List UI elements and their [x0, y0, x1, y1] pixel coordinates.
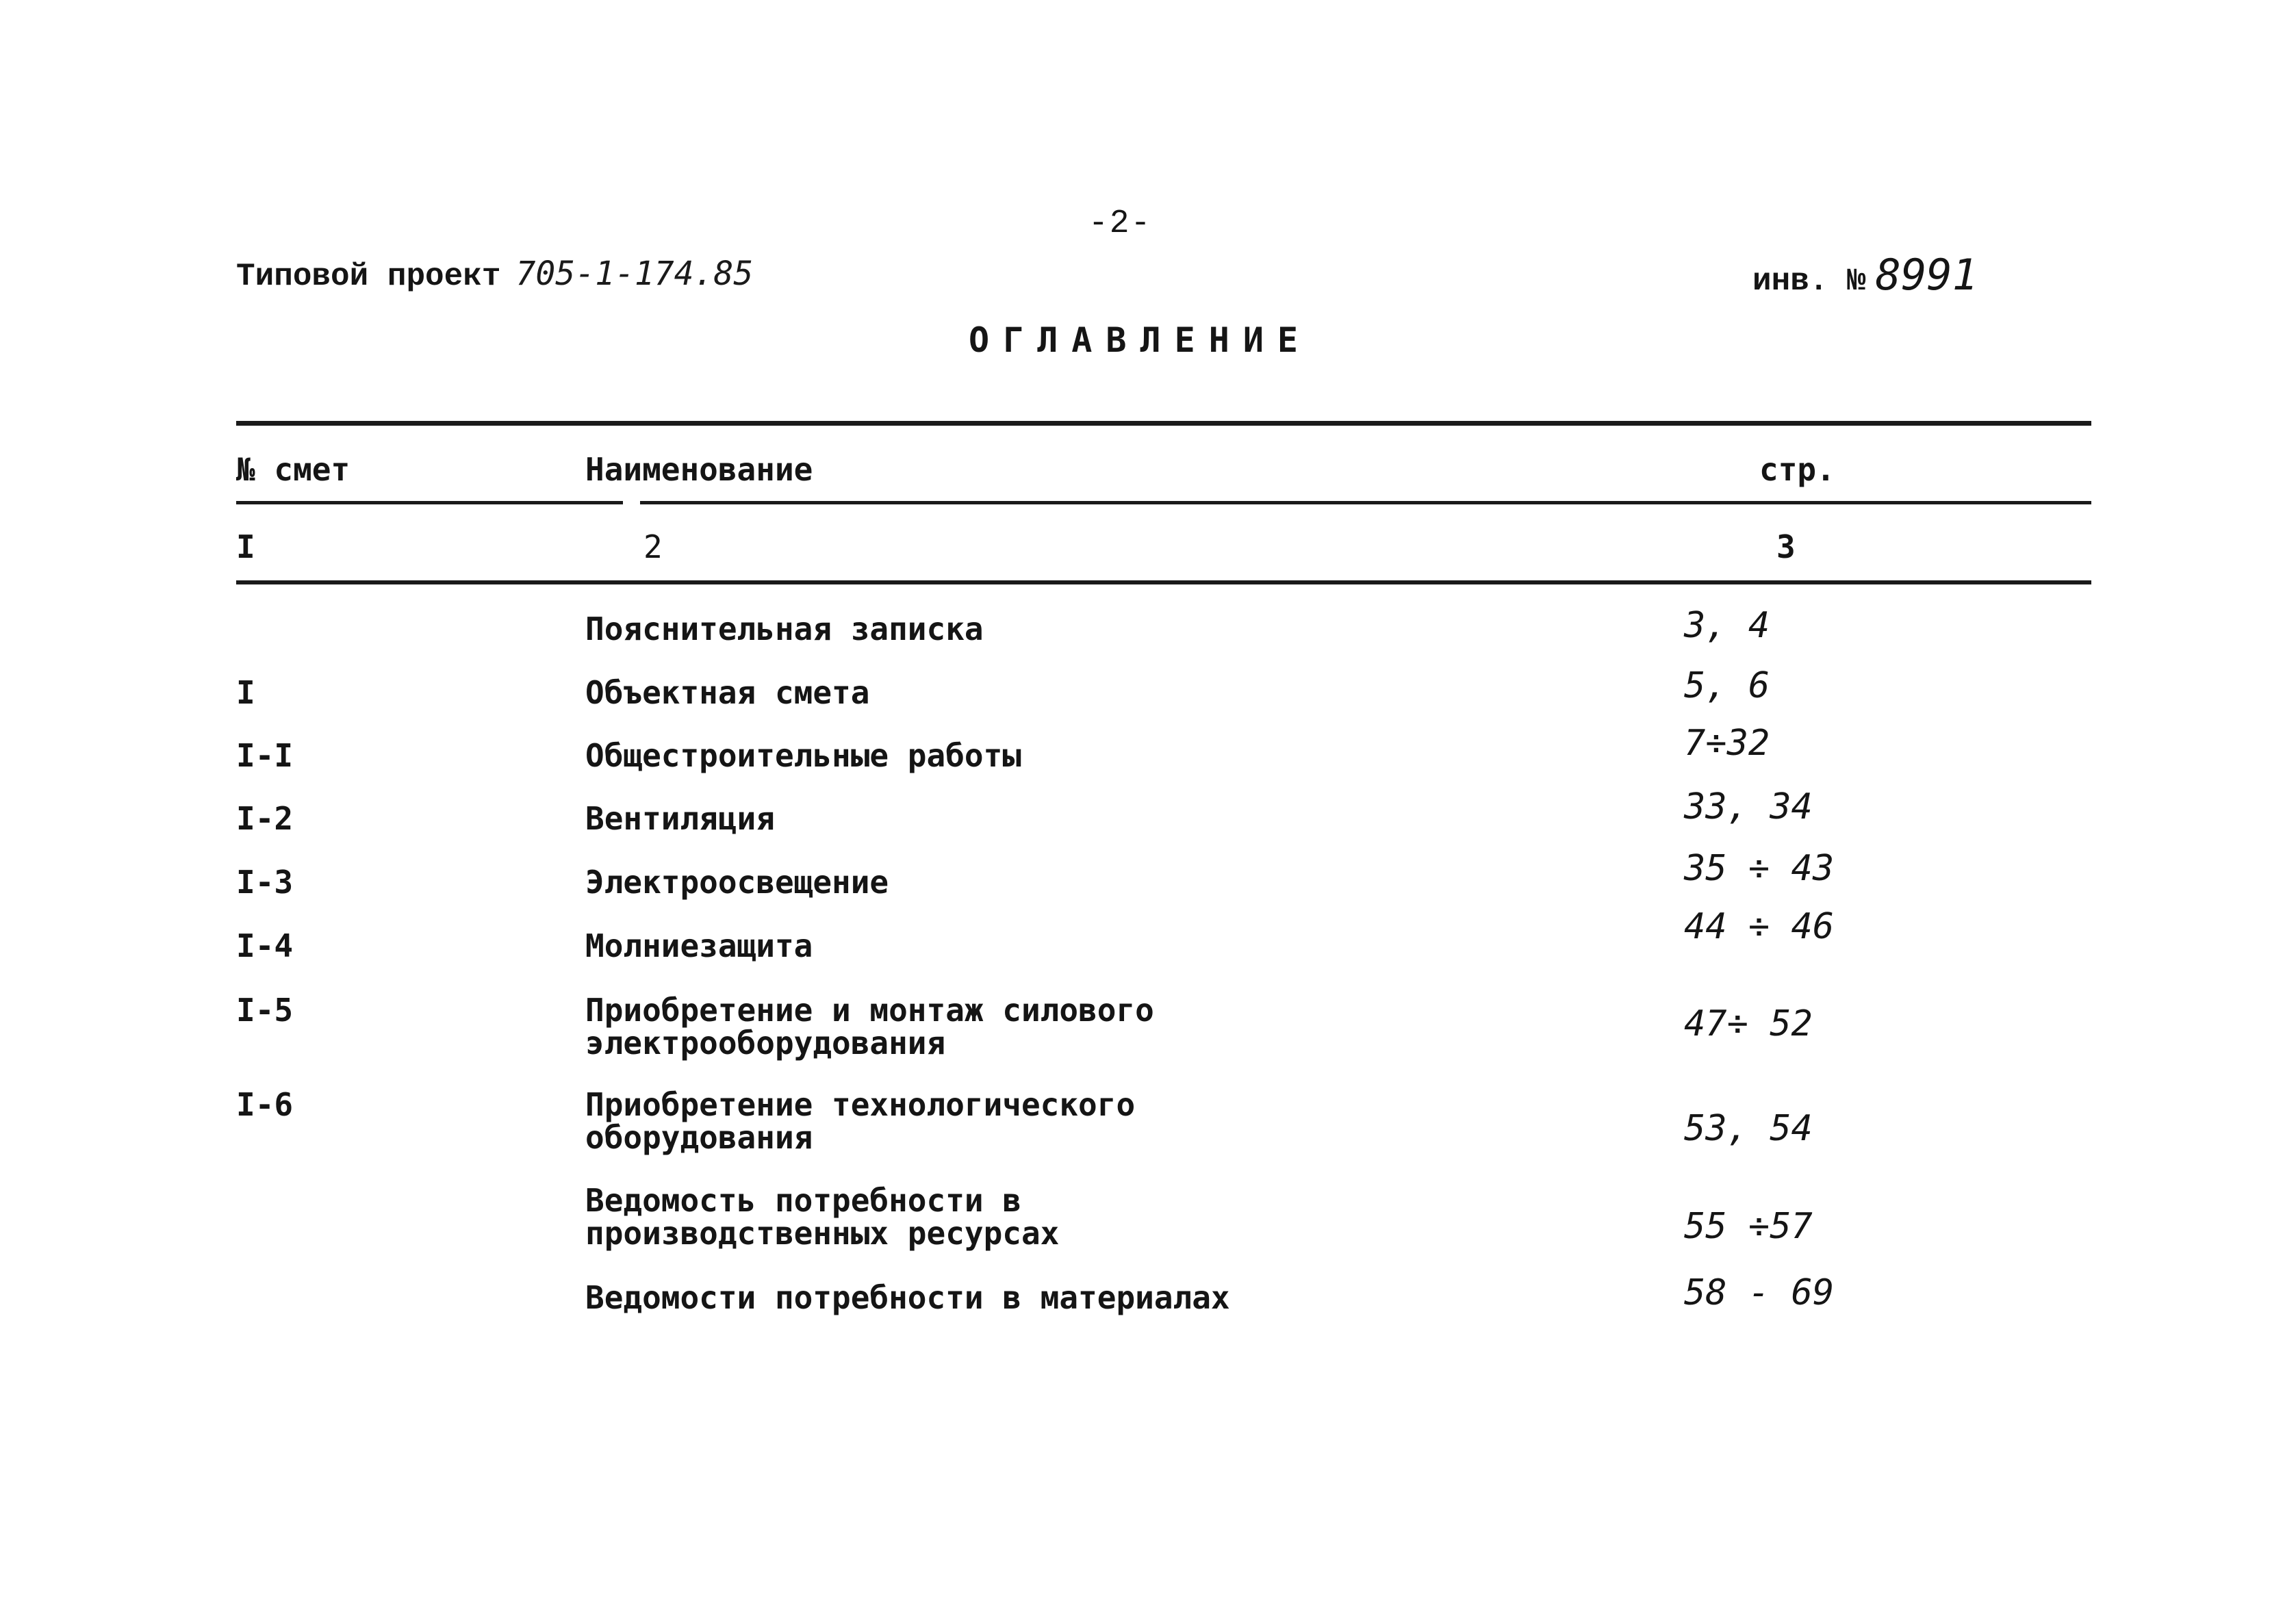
- table-row-name: Ведомости потребности в материалах: [585, 1279, 1230, 1316]
- table-row-name: Объектная смета: [585, 674, 870, 711]
- table-row-pages: 7÷32: [1684, 723, 1770, 764]
- table-row-pages: 47÷ 52: [1684, 1003, 1813, 1044]
- table-row-pages: 35 ÷ 43: [1684, 848, 1835, 889]
- table-row-code: I: [236, 674, 255, 711]
- table-row-name: Молниезащита: [585, 927, 813, 964]
- table-row-name: Приобретение и монтаж силового электрооборудования: [585, 992, 1154, 1061]
- table-row-pages: 3, 4: [1684, 605, 1770, 646]
- table-row-name: Электроосвещение: [585, 864, 889, 901]
- column-number-2: 2: [643, 528, 663, 565]
- table-row-name: Вентиляция: [585, 800, 775, 837]
- page-number: -2-: [1088, 205, 1152, 242]
- project-label: Типовой проект: [236, 259, 501, 294]
- table-row-name: Приобретение технологического оборудования: [585, 1086, 1136, 1156]
- header-rule-right: [640, 501, 2091, 504]
- table-row-code: I-I: [236, 737, 294, 774]
- table-row-pages: 5, 6: [1684, 665, 1770, 706]
- table-row-code: I-4: [236, 927, 294, 964]
- table-row-pages: 58 - 69: [1684, 1272, 1835, 1313]
- inventory-label: инв. №: [1752, 263, 1866, 299]
- column-number-3: 3: [1776, 528, 1796, 565]
- table-row-pages: 44 ÷ 46: [1684, 906, 1835, 947]
- inventory-number: 8991: [1875, 250, 1978, 300]
- table-row-code: I-6: [236, 1086, 294, 1123]
- column-header-code: № смет: [236, 451, 350, 488]
- header-rule-left: [236, 501, 623, 504]
- document-title: ОГЛАВЛЕНИЕ: [969, 320, 1312, 360]
- table-row-code: I-2: [236, 800, 294, 837]
- table-row-pages: 53, 54: [1684, 1108, 1813, 1149]
- table-row-name: Общестроительные работы: [585, 737, 1021, 774]
- table-top-rule: [236, 421, 2091, 426]
- table-row-name: Пояснительная записка: [585, 610, 984, 647]
- inventory-header: [1752, 250, 1978, 300]
- project-number: 705-1-174.85: [515, 255, 754, 293]
- table-row-pages: 55 ÷57: [1684, 1206, 1813, 1247]
- table-row-code: I-3: [236, 864, 294, 901]
- column-header-page: стр.: [1759, 451, 1835, 488]
- column-number-1: I: [236, 528, 255, 565]
- column-header-name: Наименование: [585, 451, 813, 488]
- table-row-pages: 33, 34: [1684, 786, 1813, 827]
- project-header: [236, 255, 753, 294]
- column-number-rule: [236, 580, 2091, 584]
- table-row-name: Ведомость потребности в производственных ресурсах: [585, 1182, 1060, 1252]
- table-row-code: I-5: [236, 992, 294, 1029]
